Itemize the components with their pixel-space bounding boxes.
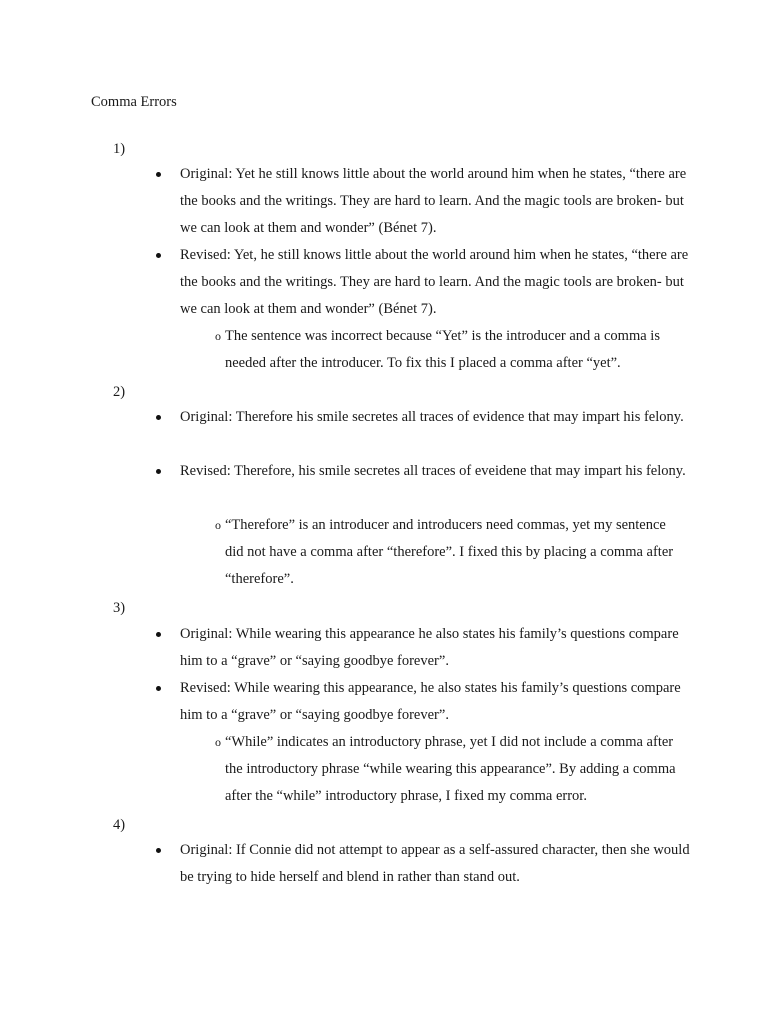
bullet-icon — [156, 469, 161, 474]
page-title: Comma Errors — [91, 94, 177, 110]
original-item-3 — [180, 621, 690, 675]
revised-item-3 — [180, 675, 690, 729]
explanation-text-3: “While” indicates an introductory phrase, yet I did not include a comma after the introductory phrase “while wearing this appearance”. By adding a comma after the “while” introductory phrase, I fixed my comma error. — [225, 734, 676, 804]
revised-item-2 — [180, 458, 690, 485]
bullet-icon — [156, 415, 161, 420]
section-number-4: 4) — [113, 817, 126, 833]
explanation-item-3 — [215, 729, 685, 810]
section-number-3: 3) — [113, 600, 126, 616]
bullet-icon — [156, 632, 161, 637]
circle-bullet-icon: o — [215, 329, 221, 343]
bullet-icon — [156, 253, 161, 258]
explanation-item-1 — [215, 323, 685, 377]
revised-item-1 — [180, 242, 690, 323]
original-item-1 — [180, 161, 690, 242]
circle-bullet-icon: o — [215, 518, 221, 532]
explanation-text-2: “Therefore” is an introducer and introducers need commas, yet my sentence did not have a comma after “therefore”. I fixed this by placing a comma after “therefore”. — [225, 517, 674, 587]
revised-text-3: Revised: While wearing this appearance, he also states his family’s questions compare him to a “grave” or “saying goodbye forever”. — [180, 680, 681, 723]
explanation-item-2 — [215, 512, 685, 593]
original-text-1: Original: Yet he still knows little about the world around him when he states, “there are the books and the writings. They are hard to learn. And the magic tools are broken- but we can look at them and wonder” (Bénet 7). — [180, 166, 687, 236]
original-text-3: Original: While wearing this appearance he also states his family’s questions compare him to a “grave” or “saying goodbye forever”. — [180, 626, 679, 669]
original-item-2 — [180, 404, 690, 431]
original-text-4: Original: If Connie did not attempt to appear as a self-assured character, then she would be trying to hide herself and blend in rather than stand out. — [180, 842, 690, 885]
original-text-2: Original: Therefore his smile secretes all traces of evidence that may impart his felony. — [180, 409, 684, 425]
section-number-1: 1) — [113, 141, 126, 157]
explanation-text-1: The sentence was incorrect because “Yet” is the introducer and a comma is needed after the introducer. To fix this I placed a comma after “yet”. — [225, 328, 660, 371]
bullet-icon — [156, 686, 161, 691]
revised-text-1: Revised: Yet, he still knows little about the world around him when he states, “there are the books and the writings. They are hard to learn. And the magic tools are broken- but we can look at them and wonder” (Bénet 7). — [180, 247, 689, 317]
original-item-4 — [180, 837, 690, 891]
bullet-icon — [156, 172, 161, 177]
section-number-2: 2) — [113, 384, 126, 400]
circle-bullet-icon: o — [215, 735, 221, 749]
revised-text-2: Revised: Therefore, his smile secretes all traces of eveidene that may impart his felony. — [180, 463, 686, 479]
bullet-icon — [156, 848, 161, 853]
